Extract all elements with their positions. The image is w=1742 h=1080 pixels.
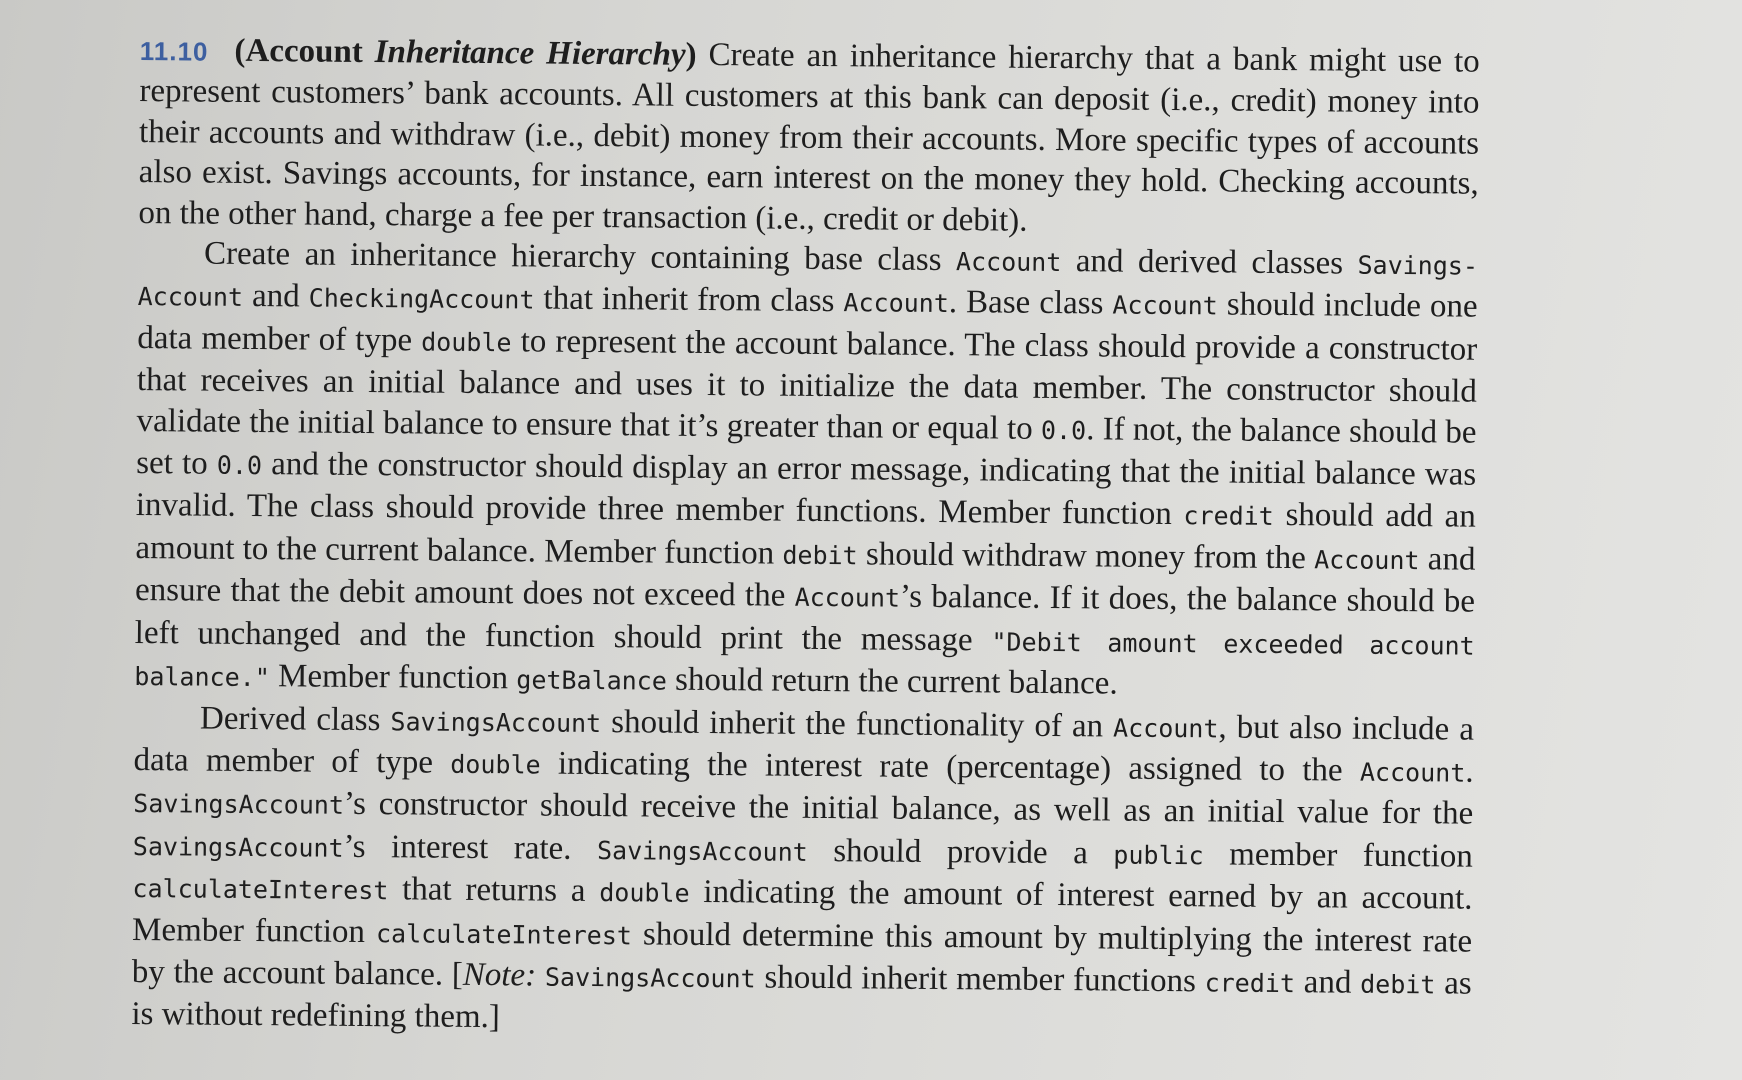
code-text: 0.0: [216, 450, 263, 481]
exercise-text: [131, 30, 1480, 1046]
code-text: double: [599, 878, 690, 908]
code-text: Account: [1359, 757, 1466, 788]
code-text: Savings-Account: [137, 250, 1479, 313]
code-text: credit: [1183, 501, 1274, 532]
code-text: Account: [1112, 290, 1218, 321]
paragraph-text: indicating the interest rate (percentage) assigned to the: [540, 745, 1361, 789]
code-text: "Debit amount exceeded account balance.": [134, 627, 1475, 693]
code-text: calculateInterest: [132, 874, 389, 906]
paragraph-text: indicating the amount of interest earned by an account. Member function: [131, 873, 1473, 950]
paragraph-text: . If not, the balance should be set to: [136, 410, 1477, 482]
code-text: getBalance: [516, 665, 667, 696]
paragraph-text: Create an inheritance hierarchy that a bank might use to represent customers’ bank accounts. All customers at this bank can deposit (i.e., credit) money into their accounts and withdraw (i.e., debit) money from their accounts. More specific types of accounts also exist. Savings accounts, for instance, earn interest on the money they hold. Checking accounts, on the other hand, charge a fee per transaction (i.e., credit or debit).: [138, 36, 1480, 239]
code-text: SavingsAccount: [390, 706, 602, 738]
paragraph-text: and the constructor should display an error message, indicating that the initial balance was invalid. The class should provide three member functions. Member function: [135, 446, 1477, 533]
exercise-paragraph-2: [134, 233, 1478, 709]
paragraph-text: (Account: [234, 32, 375, 71]
paragraph-text: member function: [1203, 836, 1474, 875]
paragraph-text: to represent the account balance. The class should provide a constructor that receives an initial balance and uses it to initialize the data member. The constructor should validate the initial balance to ensure that it’s greater than or equal to: [136, 323, 1478, 447]
code-text: debit: [1360, 969, 1436, 1000]
paragraph-text: that inherit from class: [534, 280, 844, 320]
exercise-paragraph-1: [138, 30, 1480, 245]
code-text: Account: [955, 247, 1062, 278]
exercise-paragraph-3: [131, 697, 1474, 1046]
paragraph-text: should inherit the functionality of an: [601, 703, 1114, 745]
code-text: SavingsAccount: [133, 789, 345, 821]
paragraph-text: as is without redefining them.]: [131, 965, 1472, 1036]
paragraph-text: Create an inheritance hierarchy containing base class: [203, 235, 957, 279]
paragraph-text: Member function: [269, 658, 517, 697]
exercise-number: 11.10: [139, 35, 209, 67]
code-text: double: [450, 749, 541, 780]
paragraph-text: should determine this amount by multiplying the interest rate by the account balance. [: [131, 915, 1473, 993]
paragraph-text: Inheritance Hierarchy: [374, 34, 686, 73]
paragraph-text: should return the current balance.: [666, 661, 1118, 702]
code-text: credit: [1204, 968, 1296, 999]
code-text: Account: [1314, 545, 1420, 576]
code-text: 0.0: [1040, 415, 1087, 445]
paragraph-text: ): [685, 36, 697, 73]
paragraph-text: , but also include a data member of type: [133, 708, 1475, 781]
paragraph-text: . Base class: [948, 284, 1113, 322]
paragraph-text: ’s balance. If it does, the balance should be left unchanged and the function should print the message: [134, 578, 1476, 659]
code-text: double: [421, 327, 512, 358]
exercise-title: [234, 33, 696, 73]
code-text: SavingsAccount: [132, 831, 344, 863]
paragraph-text: ’s constructor should receive the initial balance, as well as an initial value for the: [343, 786, 1474, 832]
paragraph-text: and derived classes: [1061, 243, 1358, 282]
paragraph-text: Derived class: [199, 700, 391, 738]
code-text: Account: [843, 288, 949, 319]
code-text: Account: [794, 583, 901, 613]
code-text: debit: [782, 540, 858, 571]
paragraph-text: should withdraw money from the: [857, 536, 1315, 577]
code-text: CheckingAccount: [308, 283, 535, 315]
code-text: public: [1113, 840, 1204, 871]
code-text: calculateInterest: [375, 918, 633, 950]
paragraph-text: should inherit member functions: [755, 959, 1205, 1000]
paragraph-text: that returns a: [388, 871, 600, 910]
paragraph-text: and ensure that the debit amount does not exceed the: [134, 541, 1476, 615]
code-text: SavingsAccount: [544, 962, 756, 994]
paragraph-text: and: [242, 278, 309, 315]
paragraph-text: should provide a: [807, 832, 1114, 872]
paragraph-text: .: [1465, 753, 1474, 790]
code-text: SavingsAccount: [596, 835, 808, 867]
paragraph-text: should include one data member of type: [137, 286, 1478, 359]
code-text: Account: [1112, 713, 1219, 743]
paragraph-text: should add an amount to the current balance. Member function: [135, 497, 1476, 572]
note-label: Note:: [462, 956, 537, 994]
paragraph-text: ’s interest rate.: [343, 828, 598, 867]
paragraph-text: and: [1294, 964, 1361, 1001]
